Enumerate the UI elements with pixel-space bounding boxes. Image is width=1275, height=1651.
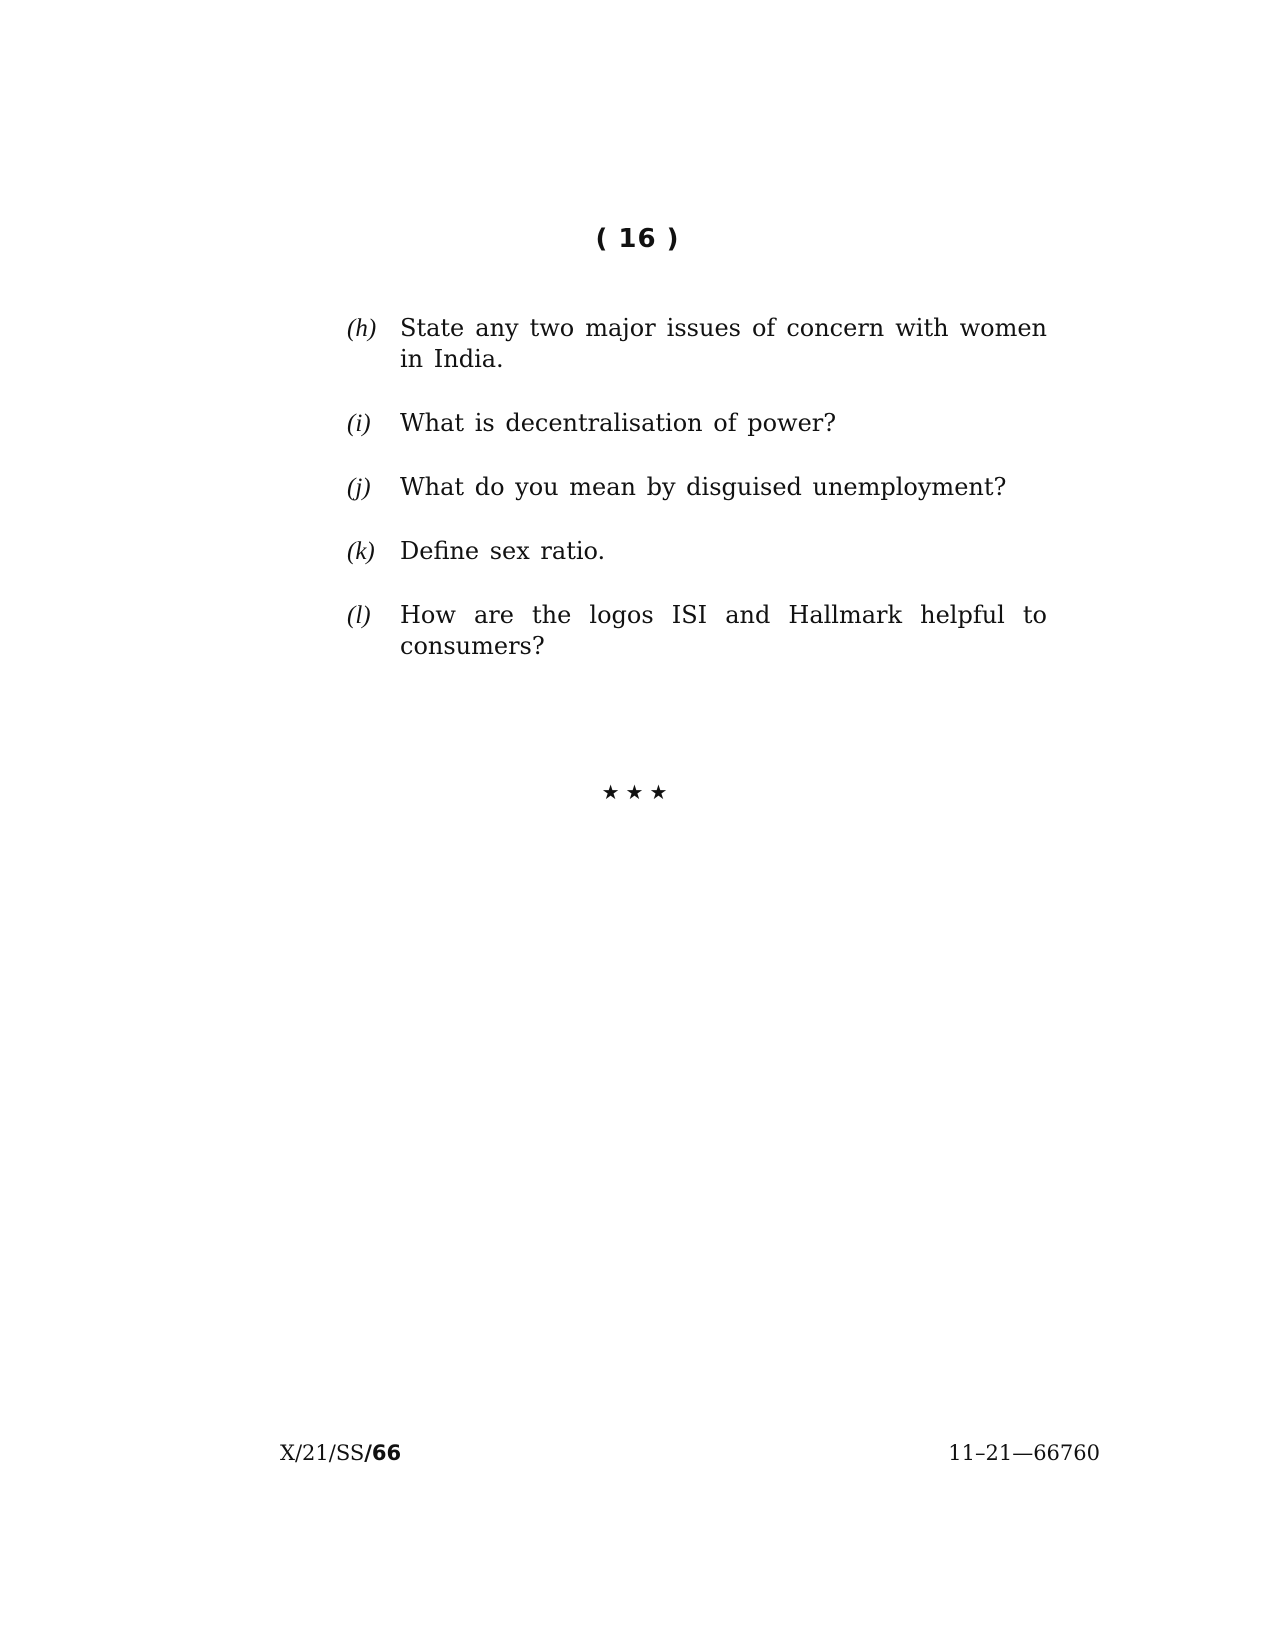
question-label: (j) (347, 474, 371, 501)
question-item-i (347, 408, 1047, 439)
question-text: How are the logos ISI and Hallmark helpful to consumers? (400, 601, 1047, 660)
question-text: Define sex ratio. (400, 537, 606, 565)
paper-code (280, 1441, 401, 1465)
question-label: (h) (347, 315, 377, 342)
question-text: State any two major issues of concern with women in India. (400, 314, 1047, 373)
end-stars-icon: ★★★ (601, 780, 674, 804)
question-label: (i) (347, 410, 371, 437)
question-item-l (347, 600, 1047, 662)
question-item-h (347, 313, 1047, 375)
question-text: What do you mean by disguised unemployment? (400, 473, 1007, 501)
question-text: What is decentralisation of power? (400, 409, 837, 437)
question-label: (l) (347, 602, 371, 629)
question-list (347, 313, 1047, 695)
paper-code-suffix: /66 (364, 1441, 402, 1465)
question-item-k (347, 536, 1047, 567)
paper-code-prefix: X/21/SS (280, 1441, 365, 1465)
question-label: (k) (347, 538, 375, 565)
page-number: ( 16 ) (595, 224, 680, 254)
question-item-j (347, 472, 1047, 503)
print-code: 11–21—66760 (948, 1441, 1100, 1465)
